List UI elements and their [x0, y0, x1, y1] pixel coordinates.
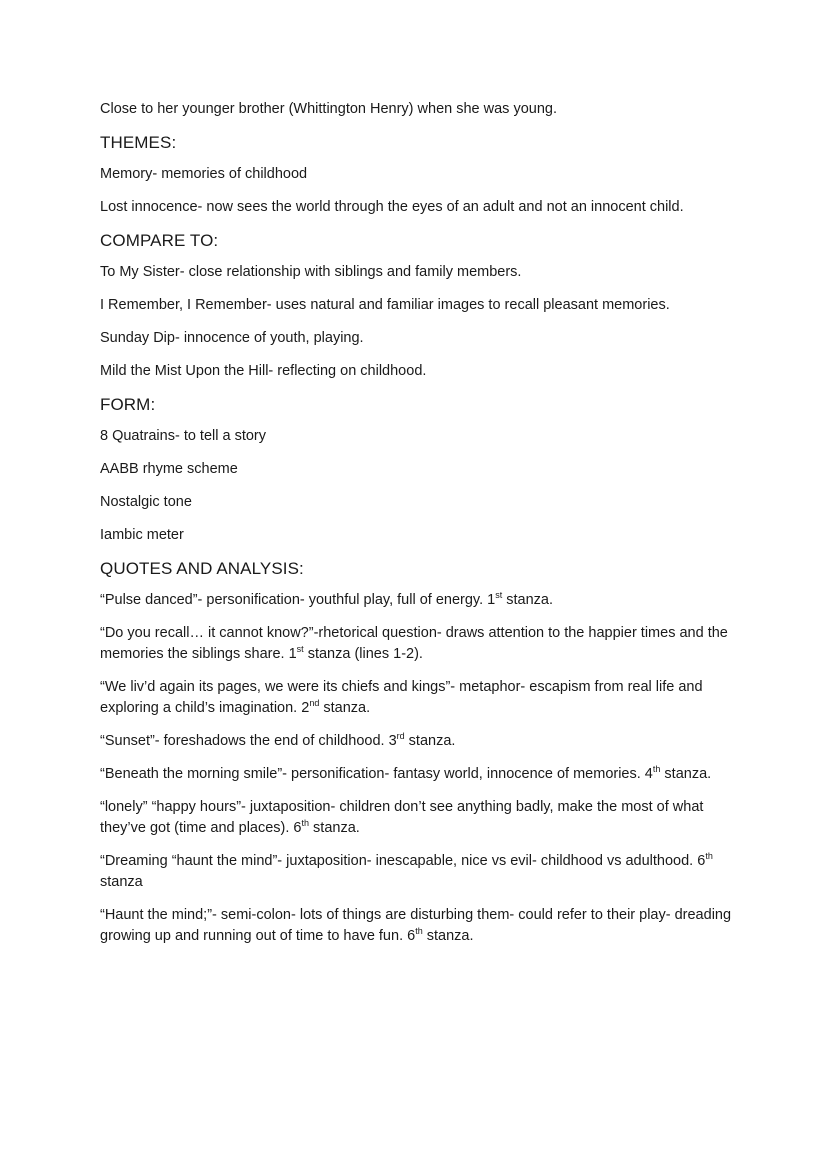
- compare-item: Mild the Mist Upon the Hill- reflecting on childhood.: [100, 363, 427, 379]
- quote-item: “Pulse danced”- personification- youthful play, full of energy. 1st stanza.: [100, 590, 553, 608]
- compare-item: I Remember, I Remember- uses natural and familiar images to recall pleasant memories.: [100, 297, 670, 313]
- compare-heading: COMPARE TO:: [100, 231, 219, 250]
- theme-item: Memory- memories of childhood: [100, 166, 308, 182]
- compare-item: Sunday Dip- innocence of youth, playing.: [100, 330, 364, 346]
- quote-item: “Beneath the morning smile”- personification- fantasy world, innocence of memories. 4th stanza.: [100, 764, 712, 782]
- intro-paragraph: Close to her younger brother (Whittington Henry) when she was young.: [100, 101, 557, 117]
- document-page: [100, 99, 740, 959]
- form-item: 8 Quatrains- to tell a story: [100, 428, 267, 444]
- quotes-heading: QUOTES AND ANALYSIS:: [100, 559, 304, 578]
- form-item: Nostalgic tone: [100, 494, 192, 510]
- theme-item: Lost innocence- now sees the world through the eyes of an adult and not an innocent child.: [100, 199, 684, 215]
- themes-heading: THEMES:: [100, 133, 177, 152]
- compare-item: To My Sister- close relationship with siblings and family members.: [100, 264, 522, 280]
- quote-item: “lonely” “happy hours”- juxtaposition- children don’t see anything badly, make the most of what they’ve got (time and places). 6th stanza.: [100, 799, 704, 836]
- quote-item: “We liv’d again its pages, we were its chiefs and kings”- metaphor- escapism from real life and exploring a child’s imagination. 2nd stanza.: [100, 679, 703, 716]
- form-item: AABB rhyme scheme: [100, 461, 238, 477]
- quote-item: “Do you recall… it cannot know?”-rhetorical question- draws attention to the happier times and the memories the siblings share. 1st stanza (lines 1-2).: [100, 625, 728, 662]
- quote-item: “Haunt the mind;”- semi-colon- lots of things are disturbing them- could refer to their play- dreading growing up and running out of time to have fun. 6th stanza.: [100, 907, 732, 944]
- quote-item: “Sunset”- foreshadows the end of childhood. 3rd stanza.: [100, 731, 456, 749]
- quote-item: “Dreaming “haunt the mind”- juxtaposition- inescapable, nice vs evil- childhood vs adulthood. 6th stanza: [100, 851, 713, 890]
- form-heading: FORM:: [100, 395, 156, 414]
- form-item: Iambic meter: [100, 527, 184, 543]
